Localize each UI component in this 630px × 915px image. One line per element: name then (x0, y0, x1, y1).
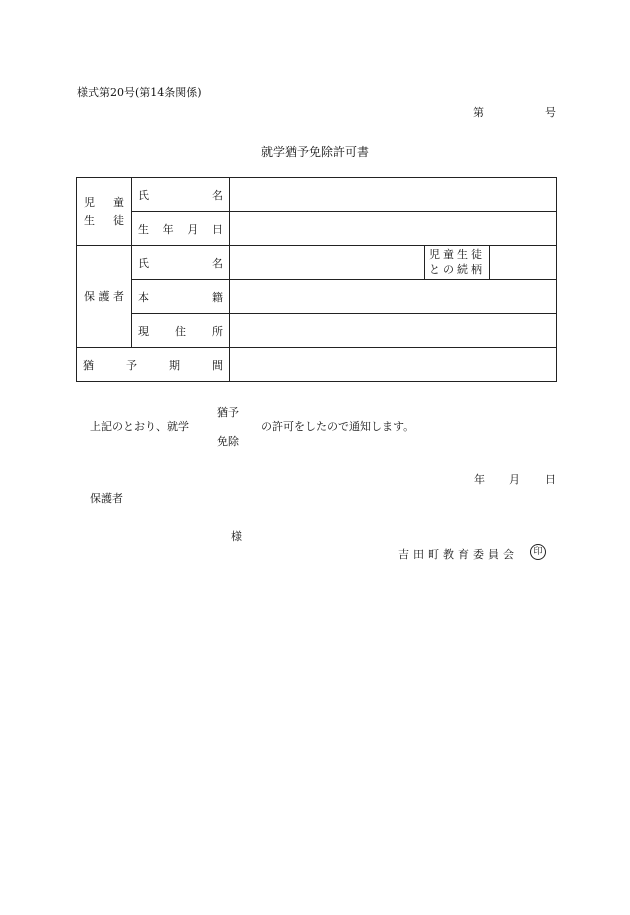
student-birthdate-row (77, 212, 557, 246)
address-label: 現 住 所 (132, 314, 230, 348)
permit-table (76, 177, 557, 382)
form-number-label: 様式第20号(第14条関係) (77, 86, 202, 99)
period-field[interactable] (230, 348, 557, 382)
issuer-name: 吉田町教育委員会 (398, 548, 518, 561)
document-number-prefix: 第 (473, 106, 484, 119)
document-number-suffix: 号 (545, 106, 556, 119)
student-name-field[interactable] (230, 178, 557, 212)
guardian-address-row (77, 314, 557, 348)
relationship-label: 児童生徒 との続柄 (424, 246, 490, 279)
document-title: 就学猶予免除許可書 (260, 145, 369, 159)
domicile-label: 本 籍 (132, 280, 230, 314)
domicile-field[interactable] (230, 280, 557, 314)
student-group-label: 児 童 生 徒 (77, 178, 132, 246)
guardian-name-row (77, 246, 557, 280)
guardian-name-label: 氏 名 (132, 246, 230, 280)
date-year-label: 年 (474, 473, 485, 486)
guardian-name-field[interactable] (230, 246, 557, 280)
date-day-label: 日 (545, 473, 556, 486)
student-name-label: 氏 名 (132, 178, 230, 212)
student-birthdate-label: 生 年 月 日 (132, 212, 230, 246)
guardian-group-label: 保 護 者 (77, 246, 132, 348)
period-label: 猶 予 期 間 (77, 348, 230, 382)
seal-icon: 印 (530, 544, 546, 560)
notice-option-yuyo: 猶予 (217, 406, 239, 419)
guardian-addressee-label: 保護者 (90, 492, 123, 505)
student-birthdate-field[interactable] (230, 212, 557, 246)
notice-prefix: 上記のとおり、就学 (90, 420, 189, 433)
period-row (77, 348, 557, 382)
notice-suffix: の許可をしたので通知します。 (261, 420, 415, 433)
honorific-label: 様 (231, 530, 242, 543)
guardian-domicile-row (77, 280, 557, 314)
date-month-label: 月 (509, 473, 520, 486)
student-name-row (77, 178, 557, 212)
address-field[interactable] (230, 314, 557, 348)
notice-option-menjo: 免除 (217, 435, 239, 448)
